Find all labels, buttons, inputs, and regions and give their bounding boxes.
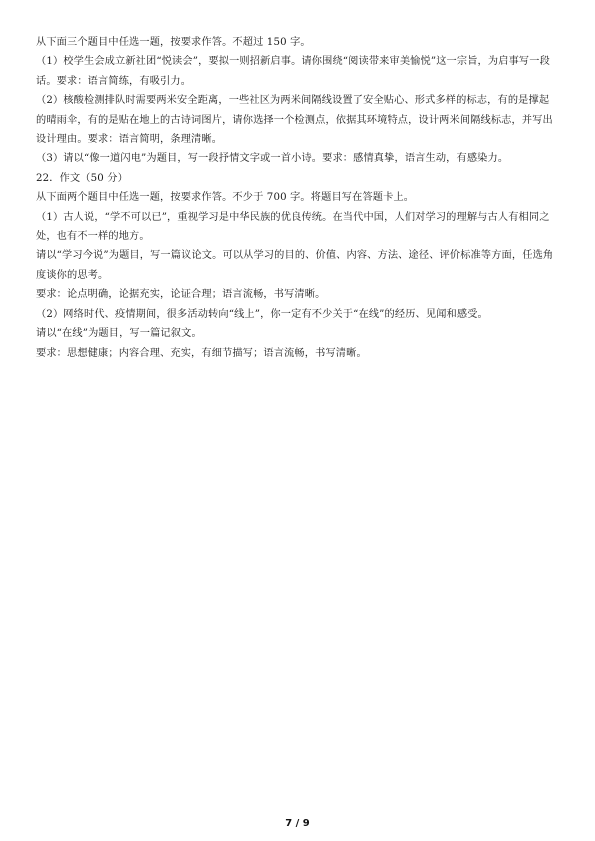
essay-option-1-line-cont: 处，也有不一样的地方。 (36, 231, 150, 243)
page-number: 7 / 9 (285, 818, 310, 829)
essay-instruction: 从下面两个题目中任选一题，按要求作答。不少于 700 字。将题目写在答题卡上。 (36, 192, 415, 204)
option-1-line: （1）校学生会成立新社团“悦读会”，要拟一则招新启事。请你围绕“阅读带来审美愉悦”这一宗旨，为启事写一段 (36, 56, 550, 68)
essay-option-1-prompt: 请以“学习今说”为题目，写一篇议论文。可以从学习的目的、价值、内容、方法、途径、评价标准等方面，任选角 (36, 250, 554, 262)
essay-option-2-prompt: 请以“在线”为题目，写一篇记叙文。 (36, 328, 202, 340)
option-2-line: （2）核酸检测排队时需要两米安全距离，一些社区为两米间隔线设置了安全贴心、形式多样的标志，有的是撑起 (36, 95, 550, 107)
option-2-requirement: 设计理由。要求：语言简明，条理清晰。 (36, 134, 223, 146)
essay-option-1-line: （1）古人说，“学不可以已”，重视学习是中华民族的优良传统。在当代中国，人们对学习的理解与古人有相同之 (36, 211, 550, 223)
page-body (36, 33, 563, 363)
essay-option-1-prompt-cont: 度谈你的思考。 (36, 269, 109, 281)
option-2-line-cont: 的晴雨伞，有的是贴在地上的古诗词图片，请你选择一个检测点，依据其环境特点，设计两米间隔线标志，并写出 (36, 114, 553, 126)
essay-question-heading: 22．作文（50 分） (36, 172, 128, 184)
option-1-requirement: 话。要求：语言简练，有吸引力。 (36, 75, 192, 87)
essay-option-1-requirement: 要求：论点明确，论据充实，论证合理；语言流畅，书写清晰。 (36, 289, 326, 301)
instruction-line: 从下面三个题目中任选一题，按要求作答。不超过 150 字。 (36, 37, 311, 48)
essay-option-2-requirement: 要求：思想健康；内容合理、充实，有细节描写；语言流畅，书写清晰。 (36, 347, 367, 359)
option-3-line: （3）请以“像一道闪电”为题目，写一段抒情文字或一首小诗。要求：感情真挚，语言生动，有感染力。 (36, 153, 509, 165)
essay-option-2-line: （2）网络时代、疫情期间，很多活动转向“线上”，你一定有不少关于“在线”的经历、见闻和感受。 (36, 308, 488, 320)
